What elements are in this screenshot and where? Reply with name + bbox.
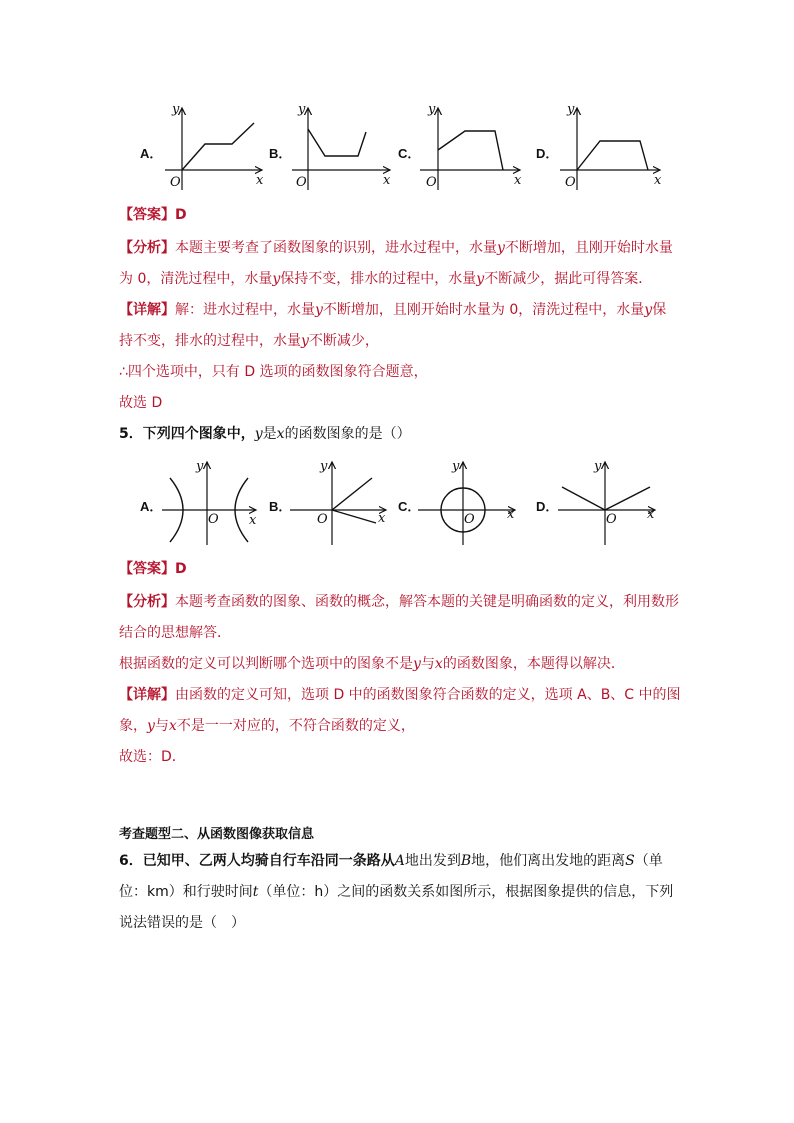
q5d-x-label: x [647, 507, 655, 522]
q5-analysis-line-2: 结合的思想解答． [119, 625, 231, 641]
var-y: y [147, 718, 155, 734]
q4c-origin: O [426, 175, 437, 190]
q4-therefore-line: ∴四个选项中，只有 D 选项的函数图象符合题意， [119, 364, 428, 380]
q4-analysis-text: 为 0，清洗过程中，水量 [119, 271, 273, 287]
q5c-x-label: x [507, 507, 515, 522]
var-x: x [434, 656, 443, 672]
q4-analysis-tag: 【分析】 [119, 240, 175, 256]
q4-option-b-label: B． [269, 146, 292, 161]
q5-answer-value: D [175, 561, 187, 577]
q5-graph-d [558, 459, 655, 545]
q5-detail-line-2 [119, 717, 679, 735]
q5-detail-line-1 [119, 686, 679, 704]
q5-reason-line [119, 655, 679, 673]
q6-line-3: 说法错误的是（ ） [119, 915, 245, 931]
q4-answer-tag: 【答案】 [119, 207, 175, 223]
var-x: x [276, 426, 285, 442]
q4-choose-line: 故选 D [119, 395, 163, 411]
q4-detail-tag: 【详解】 [119, 302, 175, 318]
q5-graph-c [418, 459, 515, 545]
q5-graphs [0, 0, 794, 560]
q4-option-a-label: A． [140, 146, 163, 161]
q5-analysis-text: 本题考查函数的图象、函数的概念，解答本题的关键是明确函数的定义，利用数形 [175, 594, 679, 610]
q5a-y-label: y [196, 459, 204, 474]
q4-option-d-label: D． [536, 146, 559, 161]
q5-graph-a [162, 459, 257, 545]
q5-detail-text: 象， [119, 718, 147, 734]
var-s: S [625, 853, 635, 869]
q5d-y-label: y [594, 459, 602, 474]
q5-option-a-label: A． [140, 499, 163, 514]
q4-detail-text: 保 [652, 302, 667, 318]
q5-detail-text: 由函数的定义可知，选项 D 中的函数图象符合函数的定义，选项 A、B、C 中的图 [175, 687, 681, 703]
q6-text: 位：km）和行驶时间 [119, 884, 253, 900]
q5-stem-text: 是 [262, 426, 277, 442]
q4-analysis-text: 本题主要考查了函数图象的识别，进水过程中，水量 [175, 240, 497, 256]
q4-analysis-text: 不断减少，据此可得答案． [484, 271, 653, 287]
q5-detail-text: 不是一一对应的，不符合函数的定义， [176, 718, 415, 734]
q4a-x-label: x [256, 173, 264, 188]
q4b-x-label: x [383, 173, 391, 188]
q5a-origin: O [208, 512, 219, 527]
q4-detail-text: 不断增加，且刚开始时水量为 0，清洗过程中，水量 [322, 302, 645, 318]
q5d-origin: O [606, 512, 617, 527]
q5c-origin: O [464, 512, 475, 527]
q6-text: 6．已知甲、乙两人均骑自行车沿同一条路从 [119, 853, 395, 869]
q4b-y-label: y [298, 102, 306, 117]
q5-option-d-label: D． [536, 499, 559, 514]
q4-detail-text: 持不变，排水的过程中，水量 [119, 333, 301, 349]
q4c-y-label: y [428, 102, 436, 117]
q4-analysis-text: 保持不变，排水的过程中，水量 [280, 271, 477, 287]
q5-detail-tag: 【详解】 [119, 687, 175, 703]
q4d-origin: O [565, 175, 576, 190]
q5-reason-text: 根据函数的定义可以判断哪个选项中的图象不是 [119, 656, 413, 672]
q4b-origin: O [296, 175, 307, 190]
q5-graph-b [290, 459, 386, 545]
q4d-x-label: x [654, 173, 662, 188]
var-y: y [497, 240, 505, 256]
var-b: B [460, 853, 472, 869]
q4-answer-value: D [175, 207, 187, 223]
q5b-x-label: x [378, 511, 386, 526]
q6-line-2 [119, 883, 679, 901]
var-y: y [254, 426, 263, 442]
q4-analysis-text: 不断增加，且刚开始时水量 [504, 240, 673, 256]
q6-text: （单 [634, 853, 663, 869]
q5-detail-text: 与 [154, 718, 169, 734]
q5-stem-text: 的函数图象的是（） [284, 426, 411, 442]
q5b-y-label: y [320, 459, 328, 474]
var-t: t [252, 884, 259, 900]
q5c-y-label: y [452, 459, 460, 474]
q5-reason-text: 与 [420, 656, 435, 672]
var-y: y [315, 302, 323, 318]
q5a-x-label: x [249, 513, 257, 528]
q5-answer-tag: 【答案】 [119, 561, 175, 577]
section-title: 考查题型二、从函数图像获取信息 [119, 827, 315, 842]
q4d-y-label: y [567, 102, 575, 117]
var-y: y [272, 271, 281, 287]
var-y: y [413, 656, 421, 672]
q6-text: 地出发到 [404, 853, 461, 869]
q4-option-c-label: C． [398, 146, 421, 161]
q5-answer-line [119, 560, 679, 578]
q6-text: （单位：h）之间的函数关系如图所示，根据图象提供的信息，下列 [258, 884, 674, 900]
q6-line-1 [119, 852, 679, 870]
var-a: A [394, 853, 405, 869]
q4-detail-text: 解：进水过程中，水量 [175, 302, 315, 318]
q5-choose-line: 故选：D． [119, 749, 186, 765]
q5-reason-text: 的函数图象，本题得以解决． [442, 656, 625, 672]
q5-analysis-tag: 【分析】 [119, 594, 175, 610]
q5-analysis-line-1 [119, 593, 679, 611]
q5-stem-text: 5．下列四个图象中， [119, 426, 255, 442]
var-x: x [168, 718, 177, 734]
q5b-origin: O [317, 512, 328, 527]
q4a-y-label: y [172, 102, 180, 117]
var-y: y [476, 271, 485, 287]
q4a-origin: O [170, 175, 181, 190]
q4-detail-text: 不断减少， [308, 333, 379, 349]
q5-option-b-label: B． [269, 499, 292, 514]
var-y: y [301, 333, 309, 349]
q4c-x-label: x [514, 173, 522, 188]
q6-text: 地，他们离出发地的距离 [471, 853, 626, 869]
q5-option-c-label: C． [398, 499, 421, 514]
var-y: y [644, 302, 653, 318]
